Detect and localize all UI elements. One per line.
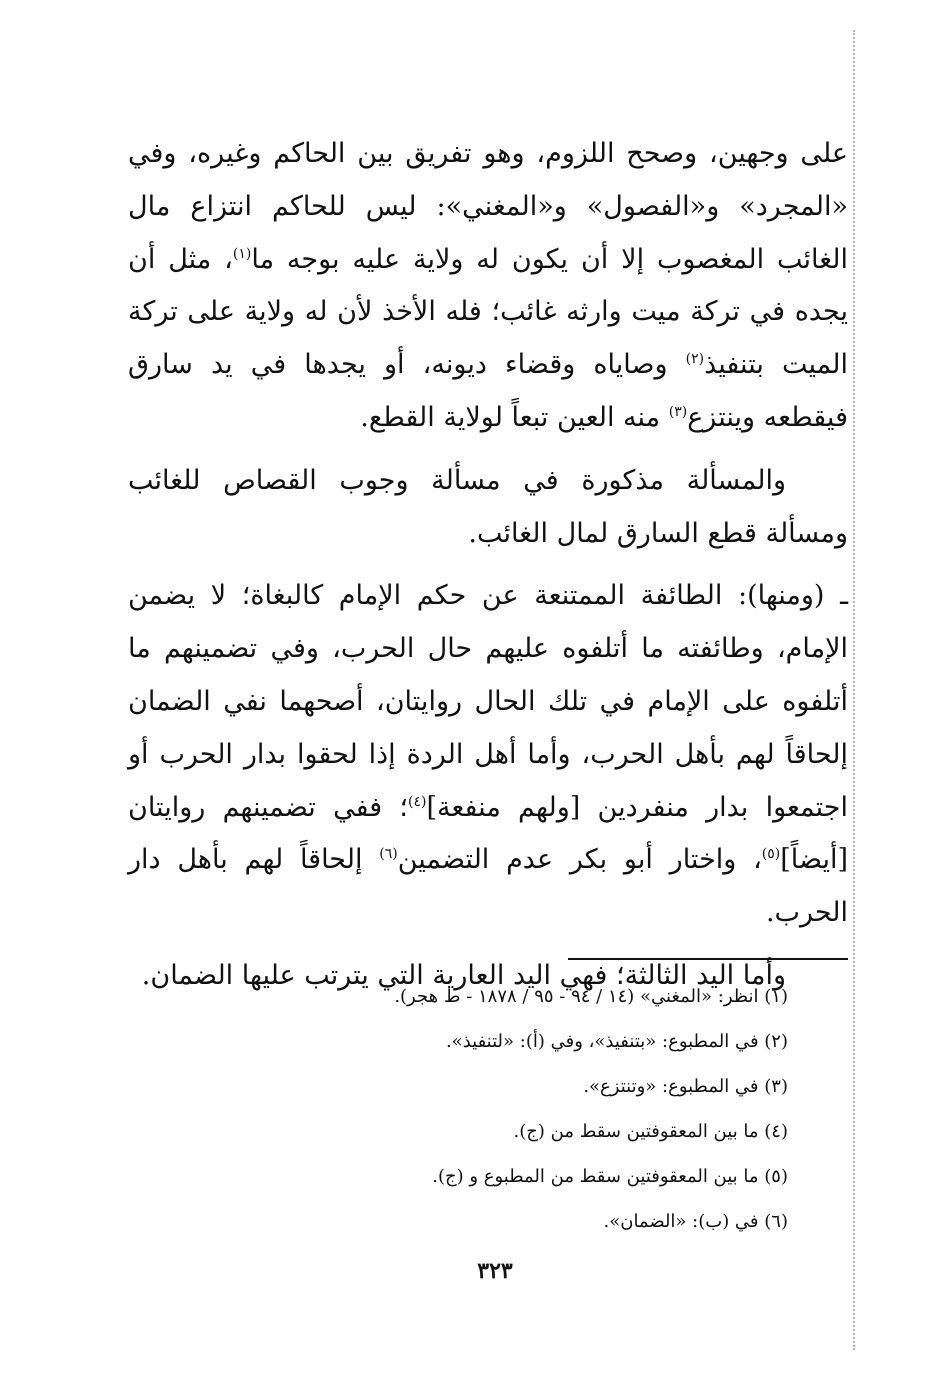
paragraph-2 xyxy=(128,455,848,561)
paragraph-3 xyxy=(128,570,848,940)
paragraph-1-text-b: ، مثل أن يجده في تركة ميت وارثه غائب؛ فله الأخذ لأن له ولاية على تركة الميت بتنفيذ xyxy=(128,243,848,381)
paragraph-3-text-c: ، واختار أبو بكر عدم التضمين xyxy=(397,844,762,876)
footnote-ref-2[interactable]: (٢) xyxy=(685,351,705,368)
footnote-ref-4[interactable]: (٤) xyxy=(408,793,427,810)
footnote-3: (٣) في المطبوع: «وتنتزع». xyxy=(583,1076,788,1097)
paragraph-3-text-b: ؛ ففي تضمينهم روايتان [أيضاً] xyxy=(128,791,848,876)
paragraph-1-text-c: وصاياه وقضاء ديونه، أو يجدها في يد سارق فيقطعه وينتزع xyxy=(128,349,848,433)
footnote-separator xyxy=(568,958,848,960)
paragraph-1-text-d: منه العين تبعاً لولاية القطع. xyxy=(360,401,669,433)
paragraph-2-text: والمسألة مذكورة في مسألة وجوب القصاص للغائب ومسألة قطع السارق لمال الغائب. xyxy=(128,464,848,549)
page-number: ٣٢٣ xyxy=(477,1258,513,1284)
footnotes-block xyxy=(128,974,788,1244)
footnote-2: (٢) في المطبوع: «بتنفيذ»، وفي (أ): «لتنفيذ». xyxy=(445,1031,788,1052)
paragraph-1 xyxy=(128,128,848,445)
footnote-ref-5[interactable]: (٥) xyxy=(761,846,781,863)
paragraph-3-text-d: إلحاقاً لهم بأهل دار الحرب. xyxy=(128,844,848,929)
footnote-6: (٦) في (ب): «الضمان». xyxy=(603,1211,788,1232)
footnote-4: (٤) ما بين المعقوفتين سقط من (ج). xyxy=(513,1121,788,1142)
paragraph-3-text-a: ـ (ومنها): الطائفة الممتنعة عن حكم الإمام كالبغاة؛ لا يضمن الإمام، وطائفته ما أتلفوه عليهم حال الحرب، وفي تضمينهم ما أتلفوه على الإمام في تلك الحال روايتان، أصحهما نفي الضمان إلحاقاً لهم بأهل الحرب، وأما أهل الردة إذا لحقوا بدار الحرب أو اجتمعوا بدار منفردين [ولهم منفعة] xyxy=(128,580,848,823)
footnote-1: (١) انظر: «المغني» (١٤ / ٩٤ - ٩٥ / ١٨٧٨ - ط هجر). xyxy=(394,986,788,1007)
margin-dotted-line xyxy=(853,30,855,1350)
paragraph-1-text-a: على وجهين، وصحح اللزوم، وهو تفريق بين الحاكم وغيره، وفي «المجرد» و«الفصول» و«المغني»: ليس للحاكم انتزاع مال الغائب المغصوب إلا أن يكون له ولاية عليه بوجه ما xyxy=(128,138,848,275)
footnote-ref-6[interactable]: (٦) xyxy=(379,846,398,863)
footnote-ref-1[interactable]: (١) xyxy=(232,245,252,262)
paragraph-4-text: وأما اليد الثالثة؛ فهي اليد العارية التي يترتب عليها الضمان. xyxy=(141,959,786,991)
main-text-block xyxy=(128,128,848,1003)
footnote-ref-3[interactable]: (٣) xyxy=(668,403,688,420)
footnote-5: (٥) ما بين المعقوفتين سقط من المطبوع و (ج). xyxy=(432,1166,788,1187)
